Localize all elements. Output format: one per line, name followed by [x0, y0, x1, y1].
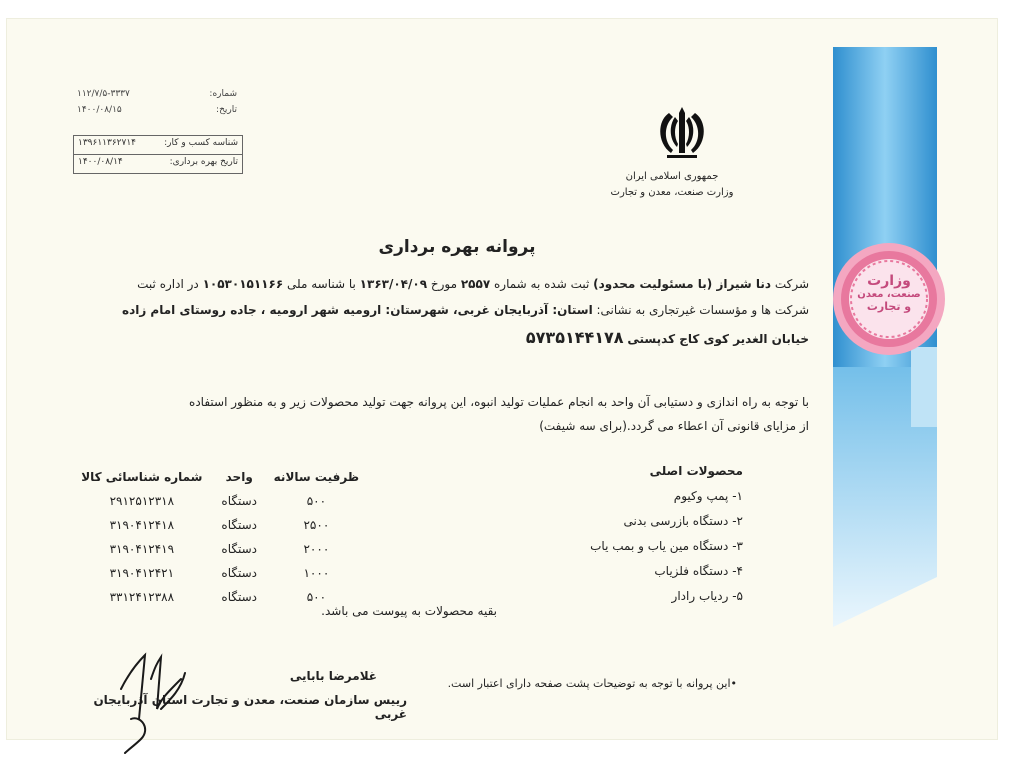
business-id-label: شناسه کسب و کار: — [164, 138, 238, 148]
attachment-note: بقیه محصولات به پیوست می باشد. — [321, 604, 497, 618]
col-capacity: ظرفیت سالانه — [273, 470, 360, 484]
capacity-cell: ۵۰۰ — [306, 590, 327, 604]
document-title: پروانه بهره برداری — [378, 237, 536, 257]
seal-line-3: و تجارت — [866, 300, 912, 313]
handwritten-signature — [111, 649, 201, 759]
ministry-ribbon-seal — [833, 47, 945, 627]
government-header — [607, 169, 737, 201]
registration-date: ۱۳۶۳/۰۴/۰۹ — [359, 277, 428, 291]
text-registered: ثبت شده به شماره — [493, 277, 590, 291]
col-unit: واحد — [225, 470, 253, 484]
table-row — [69, 537, 369, 561]
license-page — [6, 18, 998, 740]
list-item: ۳- دستگاه مین یاب و بمب یاب — [590, 539, 743, 553]
address-line-1: استان: آذربایجان غربی، شهرستان: ارومیه شهر ارومیه ، جاده روستای امام زاده — [121, 303, 593, 317]
text-company-prefix: شرکت — [774, 277, 809, 291]
purpose-line-1: با توجه به راه اندازی و دستیابی آن واحد به انجام عملیات تولید انبوه، این پروانه جهت تولید محصولات زیر و به منظور استفاده — [189, 395, 809, 409]
list-item: ۵- ردیاب رادار — [671, 589, 743, 603]
product-id-cell: ۳۱۹۰۴۱۲۴۱۹ — [109, 542, 175, 556]
table-row — [69, 513, 369, 537]
table-row — [69, 561, 369, 585]
seal-line-2: صنعت، معدن — [857, 289, 921, 300]
body-line-2 — [67, 297, 809, 323]
postal-code: ۵۷۳۵۱۴۴۱۷۸ — [525, 328, 624, 347]
number-value: ۱۱۲/۷/۵-۳۳۳۷ — [77, 89, 130, 99]
list-item: ۲- دستگاه بازرسی بدنی — [623, 514, 743, 528]
table-row — [69, 489, 369, 513]
body-line-1 — [67, 271, 809, 297]
capacity-cell: ۲۰۰۰ — [303, 542, 330, 556]
main-products-list — [567, 459, 743, 609]
iran-emblem-icon — [647, 103, 717, 163]
seal-line-1: وزارت — [867, 273, 911, 289]
business-id-value: ۱۳۹۶۱۱۳۶۲۷۱۴ — [78, 138, 137, 148]
number-label: شماره: — [209, 89, 237, 99]
text-office: در اداره ثبت — [137, 277, 199, 291]
unit-cell: دستگاه — [221, 542, 257, 556]
signer-name: غلامرضا بابایی — [289, 669, 377, 683]
operation-date-value: ۱۴۰۰/۰۸/۱۴ — [78, 157, 123, 167]
text-address-prefix: شرکت ها و مؤسسات غیرتجاری به نشانی: — [596, 303, 809, 317]
product-capacity-table — [69, 465, 369, 609]
unit-cell: دستگاه — [221, 518, 257, 532]
text-dated: مورخ — [430, 277, 458, 291]
unit-cell: دستگاه — [221, 494, 257, 508]
national-id: ۱۰۵۳۰۱۵۱۱۶۶ — [202, 277, 284, 291]
text-national-id: با شناسه ملی — [286, 277, 356, 291]
products-heading: محصولات اصلی — [649, 464, 743, 478]
operation-date-label: تاریخ بهره برداری: — [169, 157, 238, 167]
list-item: ۱- پمپ وکیوم — [673, 489, 743, 503]
business-id-box — [73, 135, 243, 174]
gov-line-2: وزارت صنعت، معدن و تجارت — [610, 187, 734, 198]
capacity-cell: ۲۵۰۰ — [303, 518, 330, 532]
registration-number: ۲۵۵۷ — [460, 277, 491, 291]
purpose-line-2: از مزایای قانونی آن اعطاء می گردد.(برای سه شیفت) — [539, 419, 809, 433]
unit-cell: دستگاه — [221, 566, 257, 580]
product-id-cell: ۳۳۱۲۴۱۲۳۸۸ — [109, 590, 175, 604]
unit-cell: دستگاه — [221, 590, 257, 604]
date-label: تاریخ: — [216, 105, 237, 115]
product-id-cell: ۳۱۹۰۴۱۲۴۱۸ — [109, 518, 175, 532]
list-item: ۴- دستگاه فلزیاب — [654, 564, 743, 578]
table-header-row — [69, 465, 369, 489]
product-id-cell: ۳۱۹۰۴۱۲۴۲۱ — [109, 566, 175, 580]
reference-info — [77, 89, 237, 121]
address-line-2: خیابان الغدیر کوی کاج کدپستی — [627, 332, 809, 346]
signer-role: رییس سازمان صنعت، معدن و تجارت استان آذربایجان غربی — [93, 693, 407, 721]
col-product-id: شماره شناسائی کالا — [81, 470, 203, 484]
seal-text — [853, 273, 925, 313]
company-name: دنا شیراز (با مسئولیت محدود) — [593, 277, 771, 291]
capacity-cell: ۱۰۰۰ — [303, 566, 330, 580]
validity-footnote: •این پروانه با توجه به توضیحات پشت صفحه دارای اعتبار است. — [447, 677, 737, 690]
gov-line-1: جمهوری اسلامی ایران — [625, 171, 719, 182]
capacity-cell: ۵۰۰ — [306, 494, 327, 508]
product-id-cell: ۲۹۱۲۵۱۲۳۱۸ — [109, 494, 175, 508]
date-value: ۱۴۰۰/۰۸/۱۵ — [77, 105, 122, 115]
body-line-3 — [67, 325, 809, 352]
